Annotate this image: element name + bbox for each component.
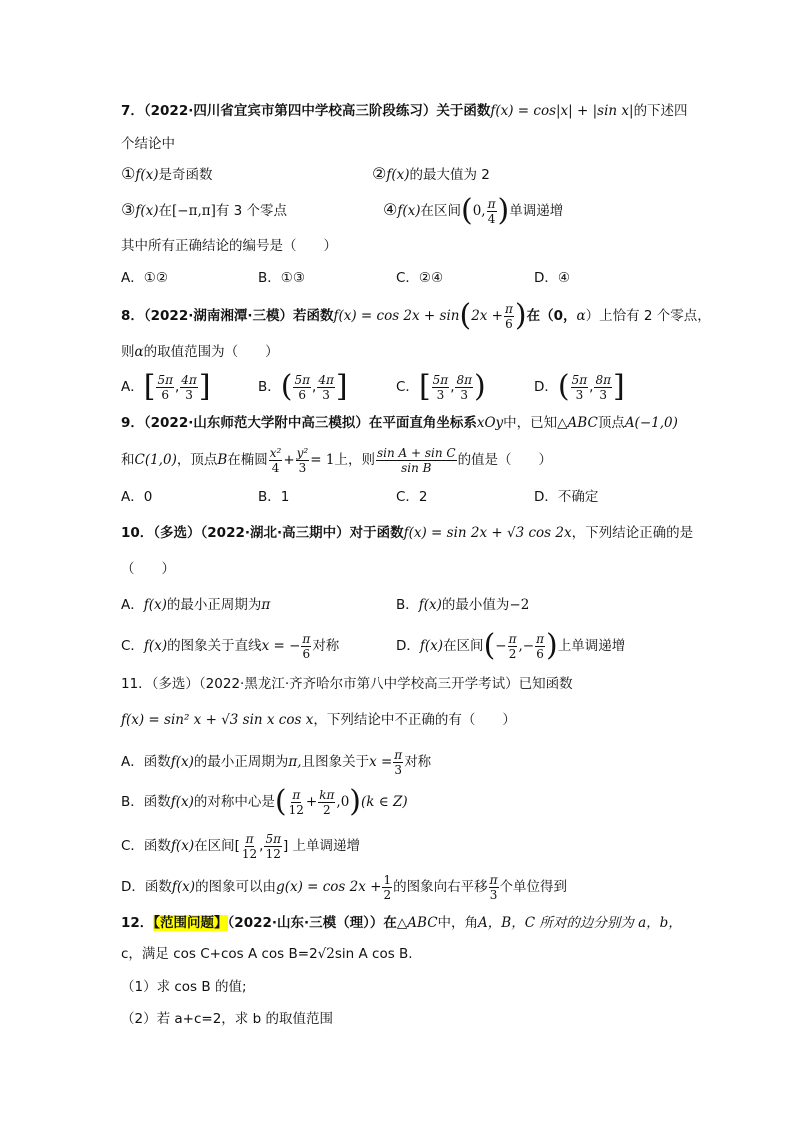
q10-line2: （ ） [121,561,175,577]
math-text: = 1 [310,452,335,468]
q8-option-d: D．( $\frac{5\pi}{3}$ , $\frac{8\pi}{3}$ ] [534,369,625,404]
q9-option-d: D．不确定 [534,489,599,505]
q10-option-a: A．f(x)的最小正周期为π [121,597,271,613]
statement-text: 的最大值为 2 [409,167,490,183]
statement-text: 是奇函数 [158,167,213,183]
math-point-c: C(1,0) [134,452,177,468]
circled-number: ③ [121,200,136,219]
q7-line2: 个结论中 [121,136,175,152]
statement-text: 在 [158,203,172,219]
q8-option-b: B．( $\frac{5\pi}{6}$ , $\frac{4\pi}{3}$ ] [258,369,348,404]
q9-text: 和 [121,452,135,468]
circled-number: ② [372,164,387,183]
q10-source: 10．（多选）（2022·湖北·高三期中）对于函数 [121,525,404,541]
q8-option-c: C．[ $\frac{5\pi}{3}$ , $\frac{8\pi}{3}$ ) [396,369,486,404]
math-text: 0, [472,203,486,219]
q9-line1 [121,413,678,433]
q7-option-d: D．④ [534,270,570,286]
q12-number: 12． [121,915,154,931]
math-function: f(x) = cos 2x + sin [333,308,460,324]
q12-part1: （1）求 cos B 的值; [121,979,247,995]
math-xoy: xOy [476,415,504,431]
q7-option-c: C．②④ [396,270,444,286]
q12-tag: 【范围问题】 [153,915,228,931]
q7-statement-2 [372,164,490,185]
math-fx: f(x) [386,167,410,183]
q11-text: ，下列结论中不正确的有（ ） [313,712,516,728]
q12-part2: （2）若 a+c=2，求 b 的取值范围 [121,1011,333,1027]
q11-option-c: C．函数f(x)在区间[ $\frac{\pi}{12}$ , $\frac{5\pi}{12}$ ] 上单调递增 [121,831,361,861]
q8-text: ）上恰有 2 个零点， [585,308,711,324]
q7-statement-3 [121,200,287,221]
fraction: $\frac{\pi}{4}$ [487,196,496,226]
q9-text: 顶点 [597,415,625,431]
fraction: $\frac{\pi}{6}$ [505,301,513,331]
q10-option-c: C．f(x)的图象关于直线x = − $\frac{\pi}{6}$ 对称 [121,631,340,661]
q9-text: 上，则 [334,452,375,468]
q7-source: 7．（2022·四川省宜宾市第四中学校高三阶段练习）关于函数 [121,103,491,119]
q12-text: c，满足 cos C+cos A cos B=2 [121,946,318,962]
q11-option-d: D．函数f(x)的图象可以由g(x) = cos 2x + $\frac{1}{2}$ 的图象向右平移 $\frac{\pi}{3}$ 个单位得到 [121,872,567,902]
q12-source: （2022·山东·三模（理））在 [227,915,397,931]
q8-text: 则 [121,344,135,360]
q10-line1 [121,523,693,543]
fraction: $\frac{\text{x²}}{4}$ [269,445,282,475]
q12-line2 [121,944,413,964]
math-point-a: A(−1,0) [624,415,678,431]
statement-text: 有 3 个零点 [215,203,288,219]
math-interval: [−π,π] [172,203,216,219]
math-fx: f(x) [397,203,421,219]
q8-option-a: A．[ $\frac{5\pi}{6}$ , $\frac{4\pi}{3}$ ] [121,369,211,404]
math-fx: f(x) [135,167,159,183]
math-function: f(x) = sin 2x + √3 cos 2x [403,525,572,541]
q8-line1: 8．（2022·湖南湘潭·三模）若函数f(x) = cos 2x + sin(2x + $\frac{\pi}{6}$ )在（0，α）上恰有 2 个零点， [121,298,711,333]
math-text: 2x + [471,308,503,324]
math-function: f(x) = sin² x + √3 sin x cos x [121,712,314,728]
q9-text: 在椭圆 [227,452,268,468]
statement-text: 单调递增 [509,203,564,219]
q9-option-a: A．0 [121,489,153,505]
math-alpha: α [576,308,586,324]
q12-text: sin A cos B. [334,946,413,962]
math-fx: f(x) [135,203,159,219]
q7-statement-1 [121,164,213,185]
math-alpha: α [134,344,144,360]
q9-text: ，顶点 [176,452,218,468]
q7-line1 [121,101,688,121]
q10-text: ，下列结论正确的是 [571,525,694,541]
math-point-b: B [217,452,228,468]
q7-statement-4: ④f(x)在区间(0, $\frac{\pi}{4}$ )单调递增 [383,193,564,228]
math-triangle: △ABC [557,415,598,431]
q7-option-b: B．①③ [258,270,305,286]
q7-text: 的下述四 [633,103,688,119]
q9-text: 中，已知 [503,415,558,431]
q11-line1: 11．（多选）（2022·黑龙江·齐齐哈尔市第八中学校高三开学考试）已知函数 [121,676,573,692]
fraction: $\frac{\text{sin A + sin C}}{\text{sin B}}$ [376,445,456,475]
q9-option-b: B．1 [258,489,290,505]
q7-option-a: A．①② [121,270,168,286]
circled-number: ① [121,164,136,183]
q12-text: A，B，C 所对的边分别为 a，b， [478,915,682,931]
q8-source: 8．（2022·湖南湘潭·三模）若函数 [121,308,334,324]
q9-option-c: C．2 [396,489,428,505]
q10-option-d: D．f(x)在区间(− $\frac{\pi}{2}$ ,− $\frac{\pi}{6}$ )上单调递增 [396,628,626,663]
q11-line2 [121,710,516,730]
q11-option-a: A．函数f(x)的最小正周期为π,且图象关于x = $\frac{\pi}{3}$ 对称 [121,747,432,777]
statement-text: 在区间 [420,203,461,219]
circled-number: ④ [383,200,398,219]
q7-function: f(x) = cos|x| + |sin x| [490,103,634,119]
q9-line2: 和C(1,0)，顶点B在椭圆 $\frac{\text{x²}}{4}$ + $\frac{\text{y²}}{3}$ = 1上，则 $\frac{\text{sin A + sin C}}{\text{sin B}}$ 的值是（ ） [121,445,553,475]
q8-text: 在（0， [526,308,577,324]
q8-text: 的取值范围为（ ） [143,344,279,360]
q11-option-b: B．函数f(x)的对称中心是( $\frac{\pi}{12}$ + $\frac{k\pi}{2}$ ,0)(k ∈ Z) [121,784,408,819]
q12-line1 [121,913,682,933]
q12-text: 中，角 [437,915,479,931]
fraction: $\frac{\text{y²}}{3}$ [296,445,309,475]
math-triangle: △ABC [396,915,438,931]
q7-question: 其中所有正确结论的编号是（ ） [121,238,337,254]
q10-option-b: B．f(x)的最小值为−2 [396,597,530,613]
q9-source: 9．（2022·山东师范大学附中高三模拟）在平面直角坐标系 [121,415,477,431]
q9-text: 的值是（ ） [457,452,553,468]
q8-line2 [121,342,279,362]
math-root: √2 [317,946,335,962]
